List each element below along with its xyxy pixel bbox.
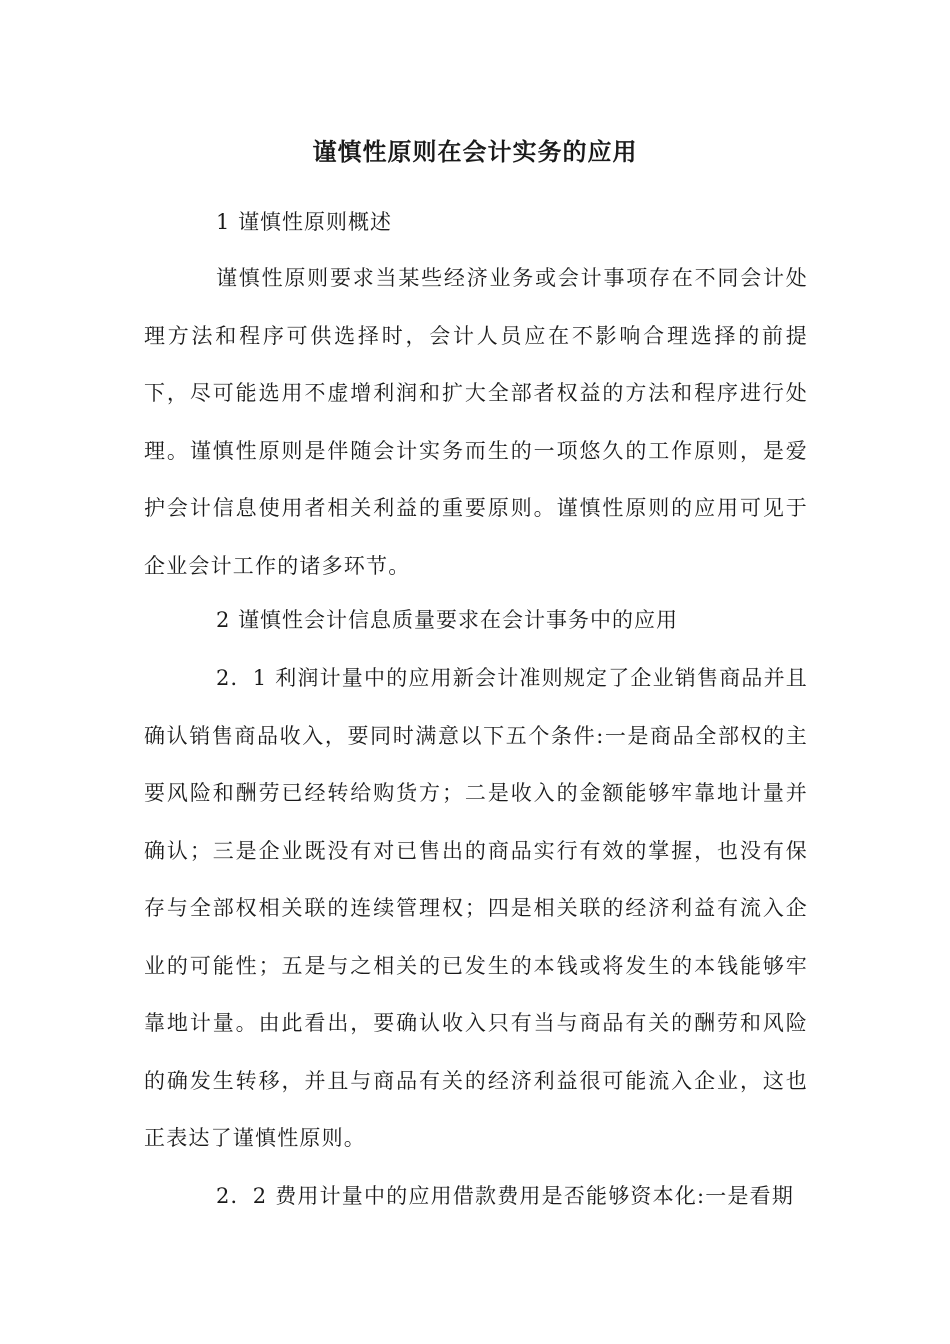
section-1-heading: 1 谨慎性原则概述 [216, 210, 393, 234]
section-1-paragraph: 谨慎性原则要求当某些经济业务或会计事项存在不同会计处理方法和程序可供选择时，会计人员应在不影响合理选择的前提下，尽可能选用不虚增利润和扩大全部者权益的方法和程序进行处理。谨慎性原则是伴随会计实务而生的一项悠久的工作原则，是爱护会计信息使用者相关利益的重要原则。谨慎性原则的应用可见于企业会计工作的诸多环节。 [144, 266, 808, 578]
section-2-1-paragraph: 2．1 利润计量中的应用新会计准则规定了企业销售商品并且确认销售商品收入，要同时满意以下五个条件:一是商品全部权的主要风险和酬劳已经转给购货方；二是收入的金额能够牢靠地计量并确认；三是企业既没有对已售出的商品实行有效的掌握，也没有保存与全部权相关联的连续管理权；四是相关联的经济利益有流入企业的可能性；五是与之相关的已发生的本钱或将发生的本钱能够牢靠地计量。由此看出，要确认收入只有当与商品有关的酬劳和风险的确发生转移，并且与商品有关的经济利益很可能流入企业，这也正表达了谨慎性原则。 [144, 666, 808, 1150]
section-2-heading: 2 谨慎性会计信息质量要求在会计事务中的应用 [216, 608, 679, 632]
section-2-2-paragraph: 2．2 费用计量中的应用借款费用是否能够资本化:一是看期 [216, 1184, 795, 1208]
document-title: 谨慎性原则在会计实务的应用 [312, 137, 638, 166]
